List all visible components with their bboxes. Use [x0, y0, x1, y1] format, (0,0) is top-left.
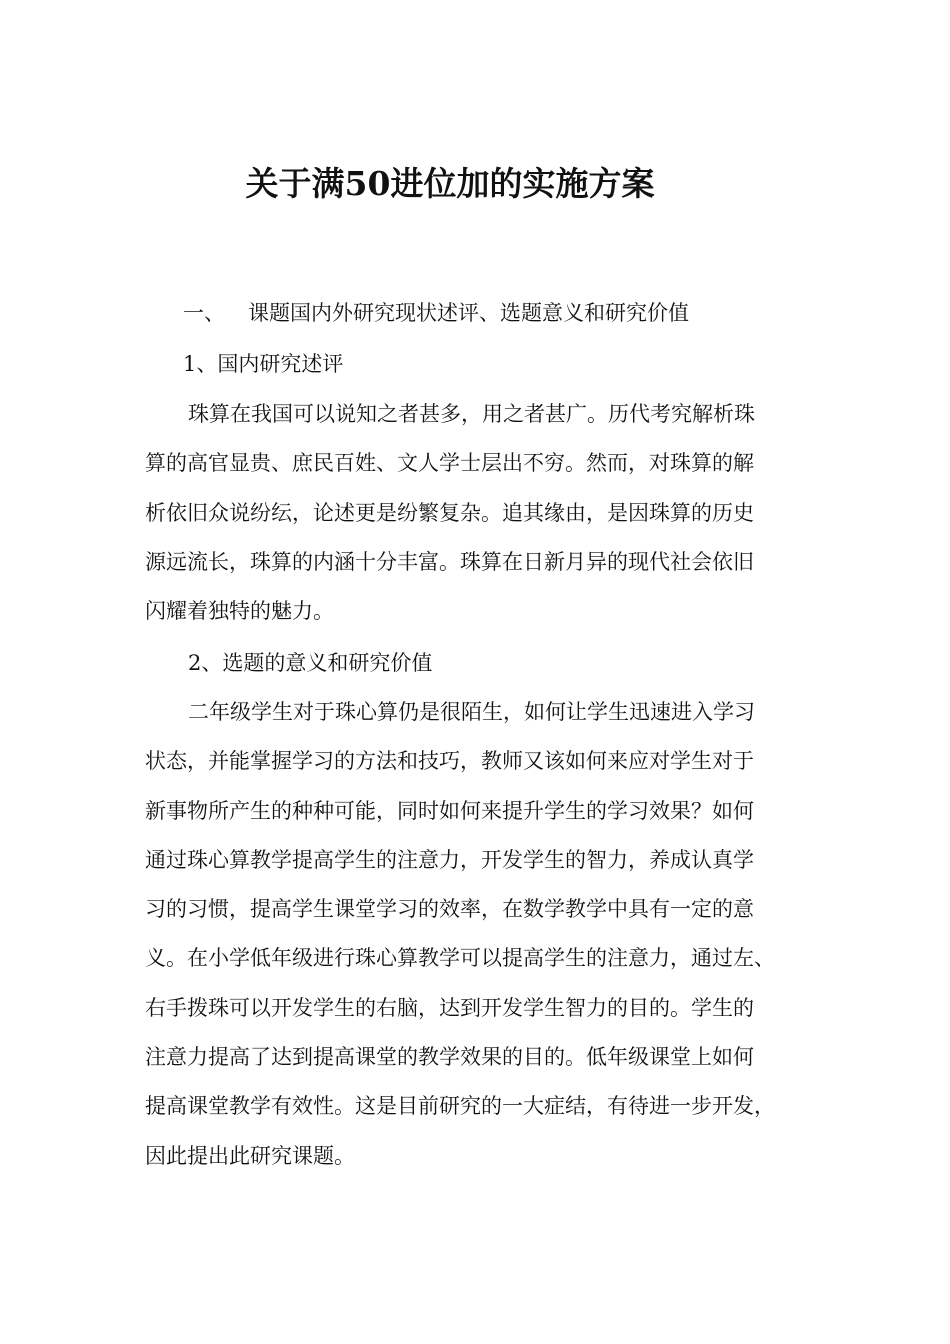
paragraph-line: 义。在小学低年级进行珠心算教学可以提高学生的注意力，通过左、: [145, 946, 775, 971]
section-heading-text: 课题国内外研究现状述评、选题意义和研究价值: [248, 301, 689, 325]
subsection-heading-significance: 2、选题的意义和研究价值: [188, 651, 433, 675]
paragraph-line: 因此提出此研究课题。: [145, 1143, 355, 1168]
paragraph-line: 通过珠心算教学提高学生的注意力，开发学生的智力，养成认真学: [145, 847, 754, 872]
paragraph-line: 析依旧众说纷纭，论述更是纷繁复杂。追其缘由，是因珠算的历史: [145, 500, 754, 525]
paragraph-line: 算的高官显贵、庶民百姓、文人学士层出不穷。然而，对珠算的解: [145, 451, 754, 476]
paragraph-line: 新事物所产生的种种可能，同时如何来提升学生的学习效果？如何: [145, 798, 754, 823]
paragraph-line: 闪耀着独特的魅力。: [145, 599, 334, 624]
paragraph-line: 注意力提高了达到提高课堂的教学效果的目的。低年级课堂上如何: [145, 1045, 754, 1070]
paragraph-line: 习的习惯，提高学生课堂学习的效率，在数学教学中具有一定的意: [145, 897, 754, 922]
document-title: 关于满50进位加的实施方案: [245, 164, 655, 203]
paragraph-significance: [145, 688, 825, 1181]
paragraph-line: 源远流长，珠算的内涵十分丰富。珠算在日新月异的现代社会依旧: [145, 549, 754, 574]
paragraph-domestic-review: [145, 390, 825, 636]
paragraph-line: 右手拨珠可以开发学生的右脑，达到开发学生智力的目的。学生的: [145, 995, 754, 1020]
paragraph-line: 状态，并能掌握学习的方法和技巧，教师又该如何来应对学生对于: [145, 749, 754, 774]
paragraph-line: 珠算在我国可以说知之者甚多，用之者甚广。历代考究解析珠: [188, 402, 755, 426]
section-heading-1: [183, 298, 689, 328]
subsection-heading-domestic-review: 1、国内研究述评: [183, 352, 344, 376]
paragraph-line: 提高课堂教学有效性。这是目前研究的一大症结，有待进一步开发，: [145, 1094, 775, 1119]
section-number: 一、: [183, 301, 225, 325]
paragraph-line: 二年级学生对于珠心算仍是很陌生，如何让学生迅速进入学习: [188, 700, 755, 724]
